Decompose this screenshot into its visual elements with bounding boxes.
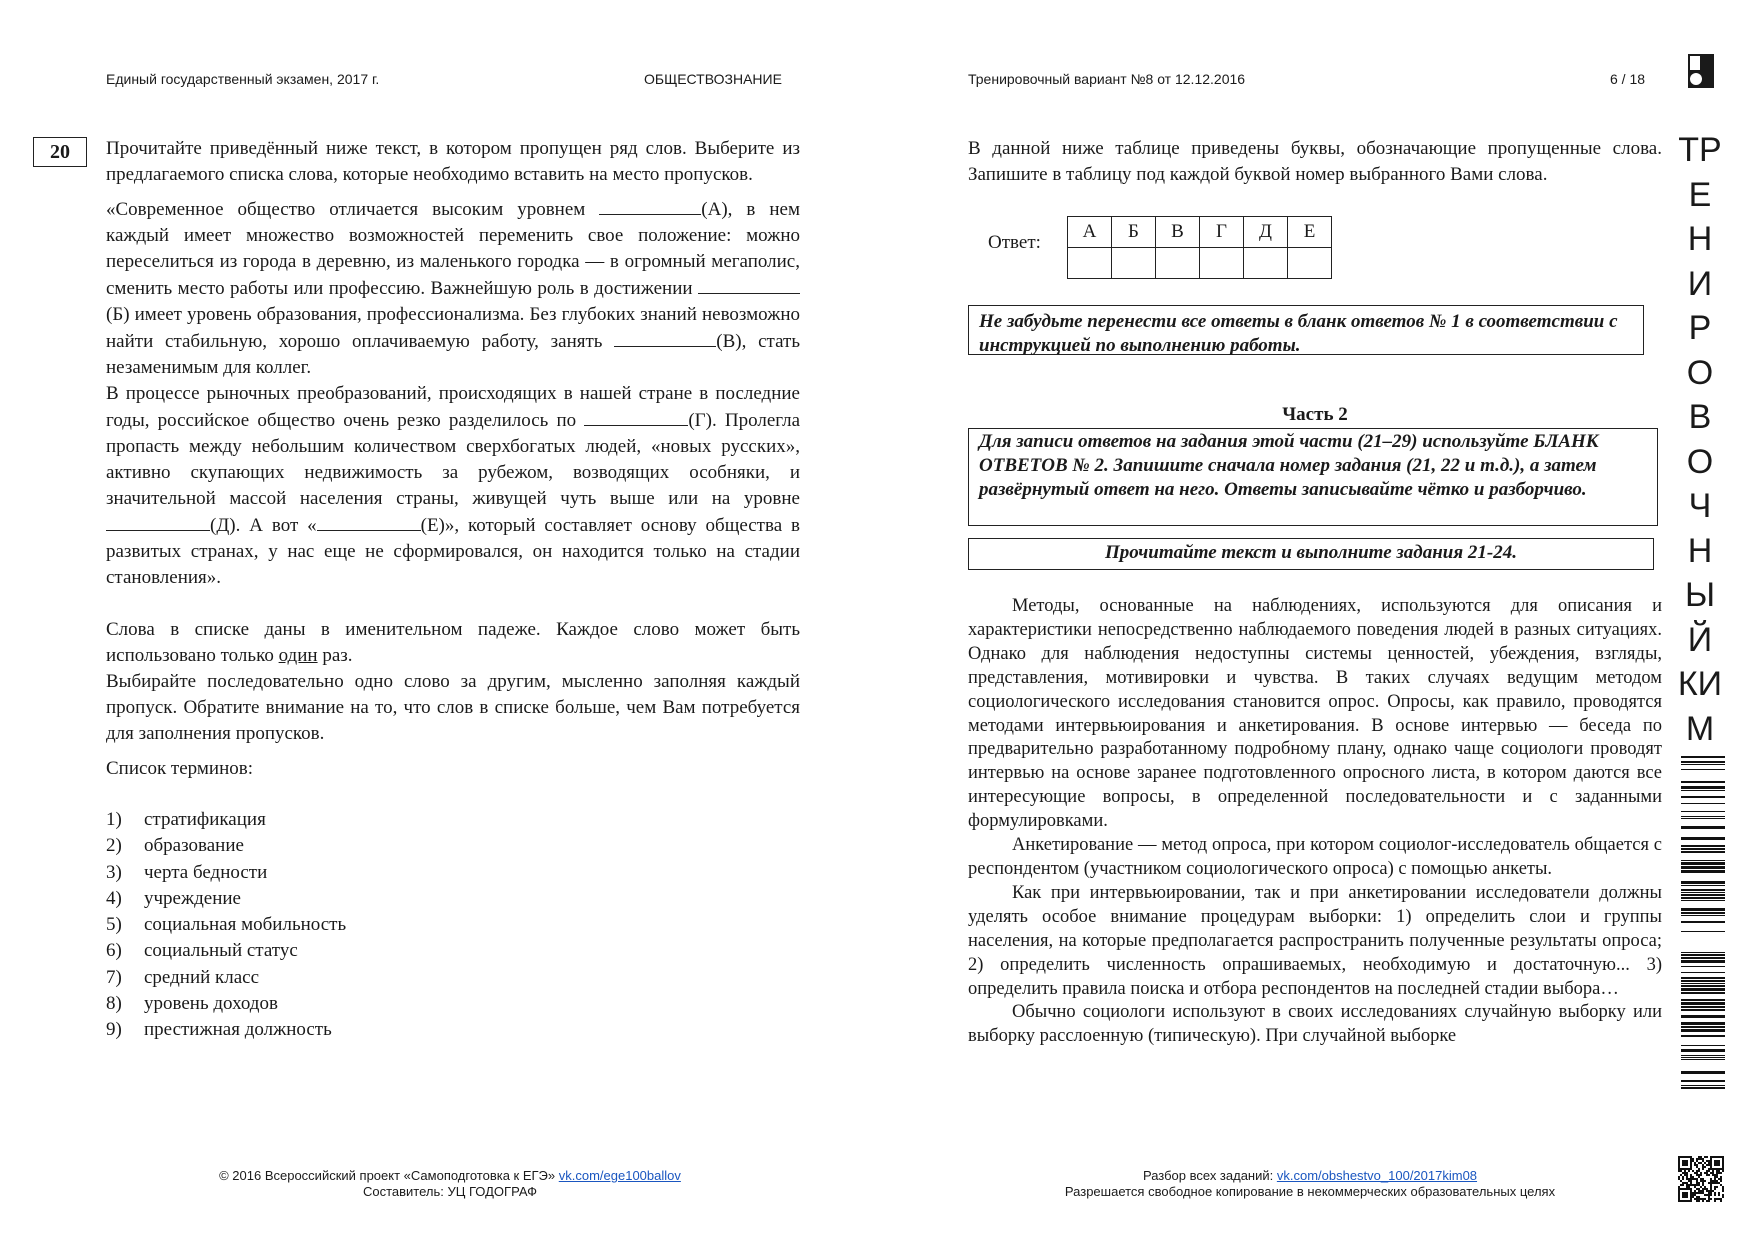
task20-intro: Прочитайте приведённый ниже текст, в котором пропущен ряд слов. Выберите из предлагаемого списка слова, которые необходимо вставить на место пропусков. [106, 138, 800, 185]
side-letter: Е [1688, 175, 1712, 214]
header-exam-title: Единый государственный экзамен, 2017 г. [106, 71, 380, 87]
term-list-title: Список терминов: [106, 758, 253, 779]
part2-instruction-text: Для записи ответов на задания этой части (21–29) используйте БЛАНК ОТВЕТОВ № 2. Запишите сначала номер задания (21, 22 и т.д.), а затем развёрнутый ответ на него. Ответы записывайте чётко и разборчиво. [979, 431, 1599, 500]
reading-text [968, 595, 1662, 1049]
term-list-item: 1) стратификация [106, 809, 266, 830]
answer-input-cell[interactable] [1112, 248, 1156, 279]
side-letter: О [1686, 353, 1714, 392]
task20-instruction-1: Слова в списке даны в именительном падеже. Каждое слово может быть использовано только один раз. [106, 619, 800, 666]
footer-left: © 2016 Всероссийский проект «Самоподготовка к ЕГЭ» vk.com/ege100ballov Составитель: УЦ ГОДОГРАФ [219, 1168, 681, 1199]
answer-label: Ответ: [988, 232, 1041, 253]
blank-d [584, 407, 688, 426]
part2-instruction-box [968, 428, 1658, 526]
reading-paragraph-2: Анкетирование — метод опроса, при котором социолог-исследователь общается с респондентом (участником социологического опроса) с помощью анкеты. [968, 835, 1662, 879]
read-instruction-text: Прочитайте текст и выполните задания 21-24. [1105, 542, 1517, 563]
reading-paragraph-4: Обычно социологи используют в своих исследованиях случайную выборку или выборку расслоенную (типическую). При случайной выборке [968, 1002, 1662, 1047]
side-letter: Н [1687, 220, 1713, 258]
read-instruction-box [968, 538, 1654, 570]
answer-input-cell[interactable] [1288, 248, 1332, 279]
answer-input-cell[interactable] [1068, 248, 1112, 279]
barcode-icon [1681, 756, 1725, 1096]
footer-right: Разбор всех заданий: vk.com/obshestvo_100/2017kim08 Разрешается свободное копирование в некоммерческих образовательных целях [1064, 1168, 1556, 1199]
term-list-item: 6) социальный статус [106, 940, 298, 962]
side-letter: М [1685, 709, 1715, 748]
reminder-text: Не забудьте перенести все ответы в бланк ответов № 1 в соответствии с инструкцией по выполнению работы. [979, 311, 1618, 356]
blank-c [614, 328, 716, 347]
blank-a [599, 196, 701, 215]
footer-right-link[interactable]: vk.com/obshestvo_100/2017kim08 [1276, 1168, 1478, 1183]
task20-instruction-2: Выбирайте последовательно одно слово за другим, мысленно заполняя каждый пропуск. Обратите внимание на то, что слов в списке больше, чем Вам потребуется для заполнения пропусков. [106, 671, 800, 744]
blank-e [106, 512, 210, 531]
term-list-item: 7) средний класс [106, 966, 260, 988]
answer-input-cell[interactable] [1156, 248, 1200, 279]
side-letter: Ы [1684, 576, 1716, 614]
header-subject: ОБЩЕСТВОЗНАНИЕ [644, 71, 782, 87]
term-list-item: 2) образование [106, 835, 244, 857]
part2-title: Часть 2 [1282, 404, 1348, 425]
side-letter: Н [1687, 531, 1713, 570]
side-letter: КИ [1677, 665, 1723, 703]
answer-table [1067, 216, 1332, 279]
corner-logo-icon [1688, 54, 1714, 88]
answer-input-cell[interactable] [1244, 248, 1288, 279]
side-letter: Й [1687, 620, 1713, 659]
answer-letter-cell: Г [1200, 217, 1244, 248]
term-list [106, 807, 800, 1044]
blank-b [698, 275, 800, 294]
reading-paragraph-3: Как при интервьюировании, так и при анкетировании исследователи должны уделять особое внимание процедурам выборки: 1) определить слои и группы населения, на которые предполагается распространить полученные результаты опроса; 2) определить численность опрашиваемых, необходимую и достаточную... 3) определить правила поиска и отбора респондентов на последней стадии выбора… [968, 882, 1662, 999]
answer-letter-cell: В [1156, 217, 1200, 248]
answer-letter-cell: Е [1288, 217, 1332, 248]
answer-letter-cell: Б [1112, 217, 1156, 248]
answer-letter-cell: А [1068, 217, 1112, 248]
term-list-item: 5) социальная мобильность [106, 914, 347, 936]
reminder-box [968, 305, 1644, 355]
side-letter: О [1686, 442, 1714, 481]
side-letter: Ч [1688, 487, 1712, 525]
blank-f [317, 512, 421, 531]
side-letter: ТР [1678, 131, 1722, 169]
reading-paragraph-1: Методы, основанные на наблюдениях, используются для описания и характеристики непосредственно наблюдаемого поведения людей в разных ситуациях. Однако для наблюдения недоступны системы ценностей, убеждения, взгляды, представления, мотивировки и чувства. В таких случаях ведущим методом социологического исследования становится опрос. Опросы, как правило, проводятся методами интервьюирования и анкетирования. В основе интервью — беседа по предварительно разработанному подробному плану, однако чаще социологи проводят интервью на основе заранее подготовленного опросного листа, в котором даются все интересующие вопросы, в определенной последовательности и с заданными формулировками. [968, 596, 1662, 832]
answer-input-cell[interactable] [1200, 248, 1244, 279]
task-number-box: 20 [33, 137, 87, 167]
side-letter: В [1688, 398, 1712, 436]
answer-letter-cell: Д [1244, 217, 1288, 248]
footer-left-link[interactable]: vk.com/ege100ballov [558, 1168, 681, 1183]
header-page-number: 6 / 18 [1610, 71, 1646, 87]
term-list-item: 4) учреждение [106, 887, 241, 909]
task20-left-column [106, 136, 800, 1044]
side-letter: Р [1688, 309, 1712, 347]
term-list-item: 9) престижная должность [106, 1019, 332, 1041]
side-letter: И [1687, 264, 1713, 303]
header-variant: Тренировочный вариант №8 от 12.12.2016 [968, 71, 1246, 87]
side-vertical-text [1674, 128, 1726, 751]
table-intro: В данной ниже таблице приведены буквы, обозначающие пропущенные слова. Запишите в таблицу под каждой буквой номер выбранного Вами слова. [968, 138, 1662, 185]
term-list-item: 8) уровень доходов [106, 993, 278, 1015]
task20-passage-2: В процессе рыночных преобразований, происходящих в нашей стране в последние годы, российское общество очень резко разделилось по (Г). Пролегла пропасть между небольшим количеством сверхбогатых людей, «новых русских», активно скупающих недвижимость за рубежом, возводящих особняки, и значительной массой населения страны, живущей чуть выше или на уровне (Д). А вот « (Е)», который составляет основу общества в развитых странах, у нас еще не сформировался, он находится только на стадии становления». [106, 383, 800, 588]
task20-passage: «Современное общество отличается высоким уровнем (А), в нем каждый имеет множество возможностей переменить свое положение: можно переселиться из города в деревню, из маленького городка — в огромный мегаполис, сменить место работы или профессию. Важнейшую роль в достижении (Б) имеет уровень образования, профессионализма. Без глубоких знаний невозможно найти стабильную, хорошо оплачиваемую работу, занять (В), стать незаменимым для коллег. [106, 196, 800, 381]
term-list-item: 3) черта бедности [106, 861, 268, 883]
qr-code-icon [1678, 1156, 1724, 1202]
